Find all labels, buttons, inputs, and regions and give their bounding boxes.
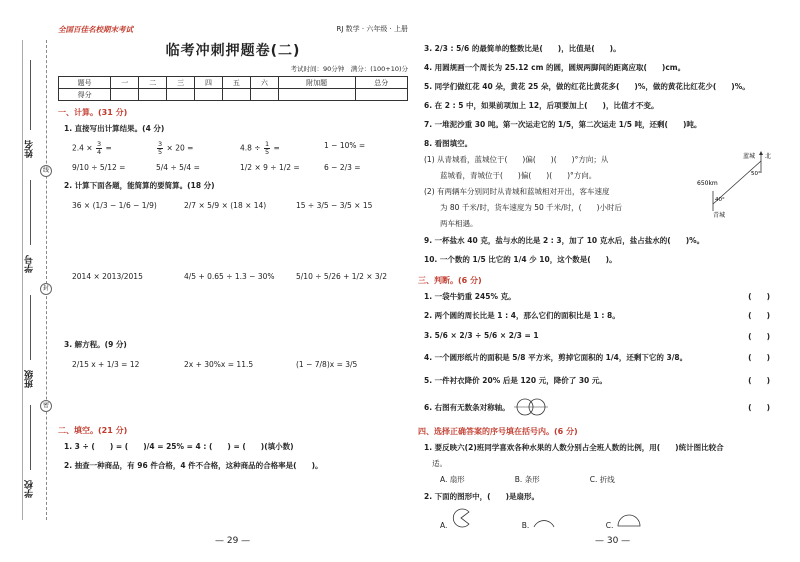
answer-blank[interactable]: ( ) bbox=[748, 353, 770, 362]
q2-item: 2/7 × 5/9 × (18 × 14) bbox=[184, 201, 267, 210]
expr-text: × 20 = bbox=[164, 143, 194, 153]
q2-item: 2014 × 2013/2015 bbox=[72, 272, 143, 281]
q2-row-1 bbox=[58, 201, 408, 210]
q8-part1-line2: 蓝城看，青城位于( )偏( )( )°方向。 bbox=[440, 171, 597, 180]
q8-part2-line1: (2) 有两辆车分别同时从青城和蓝城相对开出，客车速度 bbox=[424, 187, 610, 196]
fill-question-2: 2. 抽查一种商品，有 96 件合格，4 件不合格，这种商品的合格率是( )。 bbox=[64, 461, 323, 470]
score-header-cell: 总分 bbox=[355, 77, 407, 89]
judge-text: 6. 右图有无数条对称轴。 bbox=[424, 402, 510, 412]
section-1-title: 一、计算。(31 分) bbox=[58, 108, 128, 117]
q1-item: 6 − 2/3 = bbox=[324, 163, 361, 172]
q3-item: (1 − 7/8)x = 3/5 bbox=[296, 360, 358, 369]
fill-question-6: 6. 在 2 : 5 中，如果前项加上 12，后项要加上( )，比值才不变。 bbox=[424, 101, 659, 110]
score-cell[interactable] bbox=[222, 89, 250, 101]
left-page bbox=[58, 22, 408, 471]
q2-row-2 bbox=[58, 272, 408, 281]
binding-cut-line bbox=[46, 40, 47, 520]
choice-1-options bbox=[418, 474, 788, 485]
judge-2 bbox=[418, 310, 788, 321]
q1-item bbox=[72, 141, 156, 156]
score-header-cell: 三 bbox=[167, 77, 195, 89]
denominator: 4 bbox=[96, 148, 102, 156]
option-letter: C. bbox=[605, 521, 614, 530]
name-label: 姓名 bbox=[25, 140, 35, 158]
q2-item: 5/10 ÷ 5/26 + 1/2 × 3/2 bbox=[296, 272, 387, 281]
question-1-1: 1. 直接写出计算结果。(4 分) bbox=[64, 124, 165, 133]
score-cell[interactable] bbox=[195, 89, 223, 101]
score-table-header bbox=[59, 77, 408, 89]
judge-3 bbox=[418, 331, 788, 340]
option-b[interactable] bbox=[522, 512, 556, 530]
score-cell[interactable] bbox=[167, 89, 195, 101]
cut-mark-seal: 封 bbox=[40, 283, 52, 295]
option-b[interactable]: B. 条形 bbox=[514, 475, 540, 484]
choice-2: 2. 下面的图形中，( )是扇形。 bbox=[424, 492, 540, 501]
page-header bbox=[58, 22, 408, 36]
section-4-title: 四、选择正确答案的序号填在括号内。(6 分) bbox=[418, 427, 578, 436]
answer-blank[interactable]: ( ) bbox=[748, 311, 770, 320]
expr-text: = bbox=[271, 143, 280, 153]
question-1-3: 3. 解方程。(9 分) bbox=[64, 340, 127, 349]
angle-bottom-label: 40° bbox=[715, 197, 725, 203]
fill-question-7: 7. 一堆泥沙重 30 吨。第一次运走它的 1/5，第二次运走 1/5 吨，还剩( )吨。 bbox=[424, 120, 702, 129]
q1-item: 1/2 × 9 ÷ 1/2 = bbox=[240, 163, 300, 172]
fill-question-10: 10. 一个数的 1/5 比它的 1/4 少 10，这个数是( )。 bbox=[424, 255, 617, 264]
pacman-shape-icon bbox=[450, 508, 472, 528]
score-table bbox=[58, 76, 408, 101]
answer-blank[interactable]: ( ) bbox=[748, 376, 770, 385]
school-label: 学校 bbox=[25, 480, 35, 498]
numerator: 1 bbox=[264, 140, 270, 148]
denominator: 5 bbox=[264, 148, 270, 156]
choice-2-options bbox=[418, 508, 788, 530]
q8-text bbox=[418, 149, 693, 229]
subject-label: RJ 数学 · 六年级 · 上册 bbox=[336, 25, 408, 33]
choice-1-line2: 适。 bbox=[432, 459, 447, 468]
judge-5 bbox=[418, 375, 788, 386]
score-header-cell: 二 bbox=[139, 77, 167, 89]
option-a[interactable] bbox=[440, 508, 472, 530]
blue-city-label: 蓝城 bbox=[743, 153, 756, 160]
two-circles-figure bbox=[514, 398, 548, 416]
fraction bbox=[96, 141, 102, 156]
q1-row-1 bbox=[58, 141, 408, 156]
cut-mark-line: 线 bbox=[40, 165, 52, 177]
choice-1-line1: 1. 要反映六(2)班同学喜欢各种水果的人数分别占全班人数的比例，用( )统计图比较合 bbox=[424, 443, 724, 452]
right-page bbox=[418, 38, 788, 530]
expr-text: 2.4 × bbox=[72, 143, 95, 153]
judge-text: 1. 一袋牛奶重 245% 克。 bbox=[424, 292, 516, 301]
binding-outer-line bbox=[22, 40, 23, 520]
judge-text: 4. 一个圆形纸片的面积是 5/8 平方米，剪掉它面积的 1/4，还剩下它的 3/8。 bbox=[424, 353, 688, 362]
answer-blank[interactable]: ( ) bbox=[748, 402, 770, 412]
score-row-label: 得分 bbox=[59, 89, 111, 101]
score-header-cell: 一 bbox=[111, 77, 139, 89]
q8-part2-line3: 两车相遇。 bbox=[440, 219, 478, 228]
page-number-left: — 29 — bbox=[215, 536, 251, 546]
fill-question-5: 5. 同学们做红花 40 朵，黄花 25 朵，做的红花比黄花多( )%，做的黄花比红花少( )%。 bbox=[424, 82, 750, 91]
fraction bbox=[157, 141, 163, 156]
fill-question-3: 3. 2/3 : 5/6 的最简单的整数比是( )，比值是( )。 bbox=[424, 44, 621, 53]
numerator: 3 bbox=[96, 140, 102, 148]
score-cell[interactable] bbox=[139, 89, 167, 101]
direction-map bbox=[693, 149, 783, 219]
score-header-cell: 六 bbox=[250, 77, 278, 89]
q3-item: 2x + 30%x = 11.5 bbox=[184, 360, 254, 369]
fraction bbox=[264, 141, 270, 156]
question-1-2: 2. 计算下面各题，能简算的要简算。(18 分) bbox=[64, 181, 215, 190]
student-id-label: 学号 bbox=[25, 255, 35, 273]
score-table-row bbox=[59, 89, 408, 101]
judge-4 bbox=[418, 352, 788, 363]
q3-item: 2/15 x + 1/3 = 12 bbox=[72, 360, 140, 369]
score-header-cell: 题号 bbox=[59, 77, 111, 89]
class-blank bbox=[30, 295, 31, 360]
q1-item bbox=[240, 141, 324, 156]
q8-part1-line1: (1) 从青城看，蓝城位于( )偏( )( )°方向；从 bbox=[424, 155, 609, 164]
class-label: 班级 bbox=[25, 370, 35, 388]
score-cell[interactable] bbox=[111, 89, 139, 101]
score-cell[interactable] bbox=[355, 89, 407, 101]
semicircle-shape-icon bbox=[616, 514, 642, 528]
exam-title: 临考冲刺押题卷(二) bbox=[165, 43, 301, 59]
north-label: 北 bbox=[765, 153, 772, 160]
judge-text: 2. 两个圆的周长比是 1 : 4，那么它们的面积比是 1 : 8。 bbox=[424, 311, 620, 320]
score-header-cell: 五 bbox=[222, 77, 250, 89]
q8-part2-line2: 为 80 千米/时，货车速度为 50 千米/时，( )小时后 bbox=[440, 203, 623, 212]
q3-row bbox=[58, 360, 408, 369]
answer-blank[interactable]: ( ) bbox=[748, 332, 770, 341]
score-header-cell: 附加题 bbox=[278, 77, 355, 89]
q2-item: 4/5 + 0.65 ÷ 1.3 − 30% bbox=[184, 272, 275, 281]
expr-text: 4.8 ÷ bbox=[240, 143, 263, 153]
time-info: 考试时间：90分钟 满分：(100+10)分 bbox=[290, 65, 408, 73]
q8-block bbox=[418, 149, 788, 229]
score-header-cell: 四 bbox=[195, 77, 223, 89]
numerator: 3 bbox=[158, 140, 163, 148]
judge-text: 5. 一件衬衣降价 20% 后是 120 元，降价了 30 元。 bbox=[424, 376, 607, 385]
angle-top-label: 50° bbox=[751, 171, 761, 177]
arc-shape-icon bbox=[532, 512, 556, 528]
option-c[interactable] bbox=[606, 514, 642, 530]
student-id-blank bbox=[30, 180, 31, 245]
section-3-title: 三、判断。(6 分) bbox=[418, 276, 482, 285]
page-number-right: — 30 — bbox=[595, 536, 631, 546]
denominator: 5 bbox=[158, 148, 163, 156]
distance-label: 650km bbox=[697, 180, 718, 187]
green-city-label: 青城 bbox=[713, 212, 726, 219]
fill-question-8: 8. 看图填空。 bbox=[424, 139, 473, 148]
judge-6 bbox=[418, 398, 788, 416]
expr-text: = bbox=[103, 143, 112, 153]
fill-question-4: 4. 用圆规画一个周长为 25.12 cm 的圆，圆规两脚间的距离应取( )cm。 bbox=[424, 63, 686, 72]
score-cell[interactable] bbox=[250, 89, 278, 101]
series-title: 全国百佳名校期末考试 bbox=[58, 24, 133, 34]
option-a[interactable]: A. 扇形 bbox=[440, 475, 465, 484]
q1-item: 1 − 10% = bbox=[324, 141, 366, 150]
q2-item: 36 × (1/3 − 1/6 − 1/9) bbox=[72, 201, 157, 210]
option-letter: A. bbox=[440, 521, 448, 530]
q1-item: 9/10 ÷ 5/12 = bbox=[72, 163, 126, 172]
q1-item bbox=[156, 141, 240, 156]
q2-item: 15 ÷ 3/5 − 3/5 × 15 bbox=[296, 201, 373, 210]
q1-row-2 bbox=[58, 163, 408, 172]
binding-strip bbox=[0, 0, 55, 562]
fill-question-1: 1. 3 ÷ ( ) = ( )/4 = 25% = 4 : ( ) = ( )(填小数) bbox=[64, 442, 294, 451]
school-blank bbox=[30, 405, 31, 470]
score-cell[interactable] bbox=[278, 89, 355, 101]
judge-1 bbox=[418, 291, 788, 302]
option-c[interactable]: C. 折线 bbox=[589, 475, 615, 484]
option-letter: B. bbox=[521, 521, 530, 530]
answer-blank[interactable]: ( ) bbox=[748, 292, 770, 301]
fill-question-9: 9. 一杯盐水 40 克，盐与水的比是 2 : 3，加了 10 克水后，盐占盐水的( )%。 bbox=[424, 236, 705, 245]
q1-item: 5/4 ÷ 5/4 = bbox=[156, 163, 200, 172]
section-2-title: 二、填空。(21 分) bbox=[58, 426, 128, 435]
north-arrow-icon bbox=[759, 151, 763, 155]
judge-text: 3. 5/6 × 2/3 ÷ 5/6 × 2/3 = 1 bbox=[424, 331, 539, 340]
cut-mark-secret: 密 bbox=[40, 400, 52, 412]
name-blank bbox=[30, 60, 31, 130]
